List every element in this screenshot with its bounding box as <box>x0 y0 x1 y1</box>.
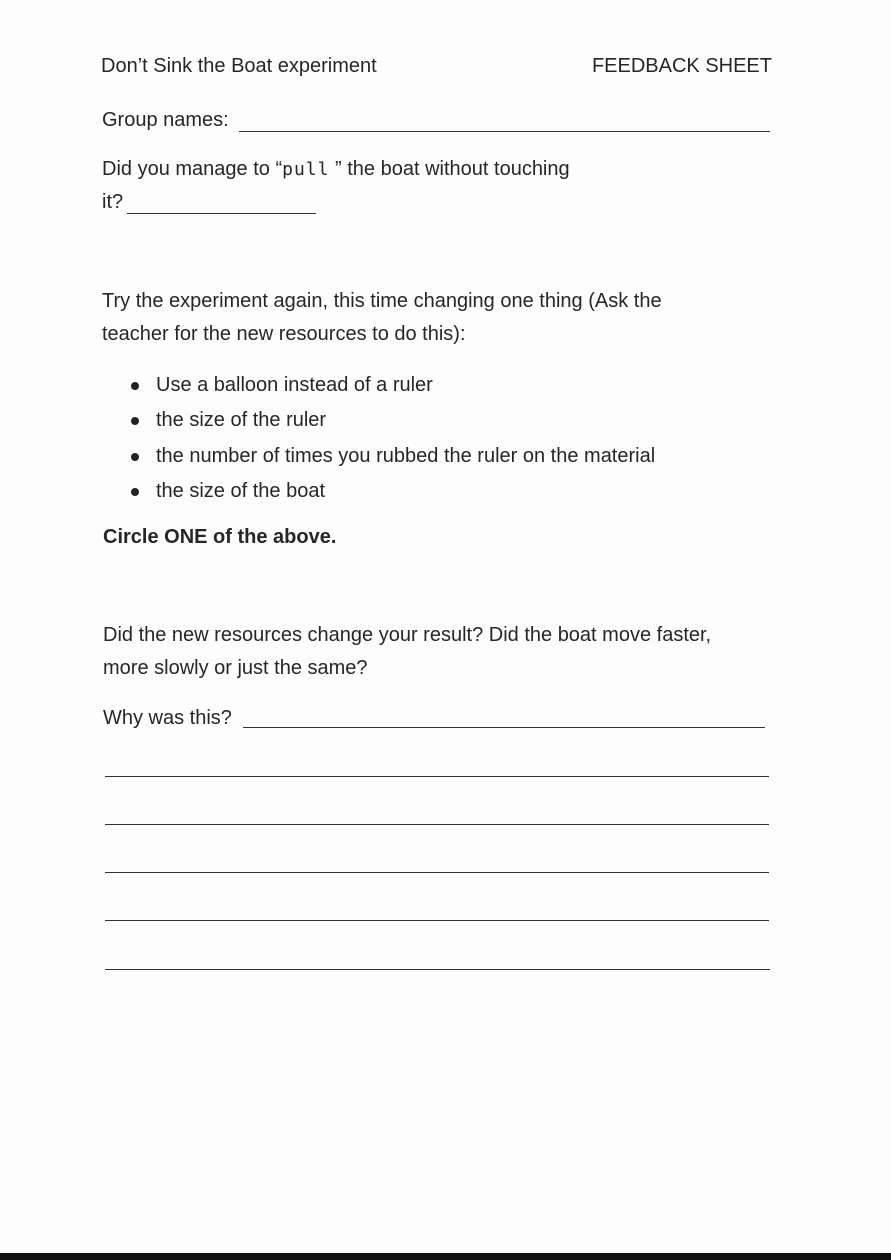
answer-line[interactable] <box>105 824 769 825</box>
question-pull-boat <box>102 153 570 186</box>
circle-instruction: Circle ONE of the above. <box>103 526 337 548</box>
instruction-line-2: teacher for the new resources to do this): <box>102 323 466 345</box>
option-item[interactable] <box>131 368 655 403</box>
option-label: the number of times you rubbed the ruler on the material <box>156 444 656 467</box>
option-item[interactable] <box>131 403 655 438</box>
bullet-icon <box>131 453 139 461</box>
option-label: the size of the ruler <box>156 409 327 432</box>
question-result-line-1: Did the new resources change your result? Did the boat move faster, <box>103 624 712 646</box>
option-label: the size of the boat <box>156 479 326 502</box>
scan-bottom-edge <box>0 1253 891 1260</box>
option-label: Use a balloon instead of a ruler <box>156 374 433 396</box>
why-answer-line[interactable] <box>243 727 765 728</box>
answer-line[interactable] <box>105 872 769 873</box>
instruction-line-1: Try the experiment again, this time changing one thing (Ask the <box>102 290 662 312</box>
question-pull-boat-line2: it? <box>102 191 124 213</box>
worksheet-title: Don’t Sink the Boat experiment <box>101 55 377 77</box>
pull-boat-answer-line[interactable] <box>127 213 316 214</box>
bullet-icon <box>131 382 139 390</box>
why-question-label: Why was this? <box>103 707 232 729</box>
question-pull-text-before: Did you manage to “ <box>102 158 283 180</box>
group-names-answer-line[interactable] <box>239 131 770 132</box>
answer-line[interactable] <box>105 920 769 921</box>
option-item[interactable] <box>131 474 655 509</box>
sheet-type-label: FEEDBACK SHEET <box>591 55 772 77</box>
group-names-label: Group names: <box>102 109 229 131</box>
question-pull-text-after: ” the boat without touching <box>329 158 570 180</box>
answer-line[interactable] <box>105 776 769 777</box>
bullet-icon <box>131 417 139 425</box>
options-list <box>131 368 655 509</box>
answer-line[interactable] <box>105 969 770 970</box>
bullet-icon <box>131 488 139 496</box>
question-result-line-2: more slowly or just the same? <box>103 657 368 679</box>
handwritten-pull-word: pull <box>282 159 330 180</box>
option-item[interactable] <box>131 439 655 474</box>
